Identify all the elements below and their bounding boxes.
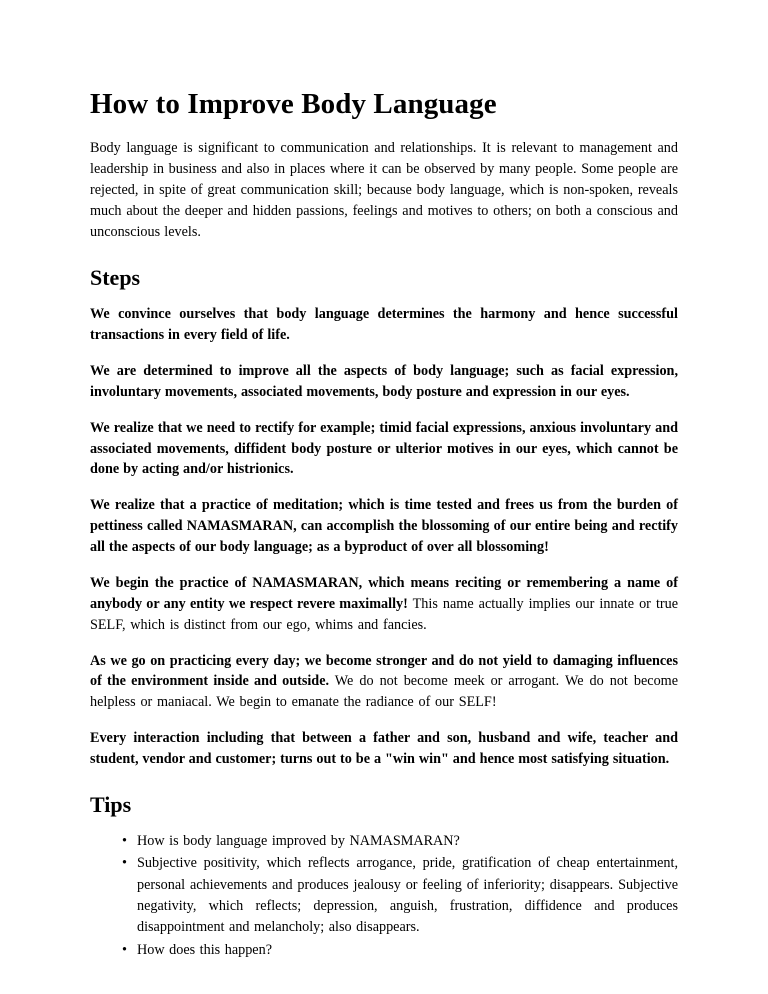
step-paragraph-3: [90, 418, 678, 481]
step-paragraph-6-bold: As we go on practicing every day; we become stronger and do not yield to damaging influences of the environment inside and outside.: [90, 652, 678, 690]
step-paragraph-3-bold: We realize that we need to rectify for example; timid facial expressions, anxious involuntary and associated movements, diffident body posture or ulterior motives in our eyes, which cannot be done by acting and/or histrionics.: [90, 419, 678, 478]
step-paragraph-1-bold: We convince ourselves that body language determines the harmony and hence successful transactions in every field of life.: [90, 306, 678, 344]
bullet-icon: •: [122, 855, 127, 872]
step-paragraph-5-normal: This name actually implies our innate or true SELF, which is distinct from our ego, whims and fancies.: [90, 595, 678, 633]
document-body: [90, 88, 678, 961]
step-paragraph-6: [90, 651, 678, 714]
section-heading-tips: Tips: [90, 791, 132, 817]
tips-list: [90, 831, 678, 961]
bullet-icon: •: [122, 941, 127, 958]
list-item: [90, 940, 678, 961]
step-paragraph-2: [90, 361, 678, 403]
list-item-label: How does this happen?: [137, 941, 272, 958]
intro-paragraph: Body language is significant to communication and relationships. It is relevant to management and leadership in business and also in places where it can be observed by many people. Some people are rejected, in spite of great communication skill; because body language, which is non-spoken, reveals much about the deeper and hidden passions, feelings and motives to others; on both a conscious and unconscious levels.: [90, 140, 678, 240]
step-paragraph-2-bold: We are determined to improve all the aspects of body language; such as facial expression, involuntary movements, associated movements, body posture and expression in our eyes.: [90, 362, 678, 400]
step-paragraph-7-bold: Every interaction including that between a father and son, husband and wife, teacher and student, vendor and customer; turns out to be a "win win" and hence most satisfying situation.: [90, 730, 678, 768]
list-item-label: How is body language improved by NAMASMARAN?: [137, 833, 460, 850]
list-item: [90, 831, 678, 852]
step-paragraph-4: [90, 495, 678, 558]
page-title: How to Improve Body Language: [90, 88, 497, 120]
step-paragraph-7: [90, 728, 678, 770]
step-paragraph-1: [90, 304, 678, 346]
list-item-label: Subjective positivity, which reflects arrogance, pride, gratification of cheap entertainment, personal achievements and produces jealousy or feeling of inferiority; disappears. Subjective negativity, which reflects; depression, anguish, frustration, diffidence and produces disappointment and melancholy; also disappears.: [137, 855, 678, 936]
step-paragraph-5: [90, 573, 678, 636]
section-heading-steps: Steps: [90, 264, 141, 290]
step-paragraph-6-normal: We do not become meek or arrogant. We do not become helpless or maniacal. We begin to emanate the radiance of our SELF!: [90, 673, 678, 711]
step-paragraph-5-bold: We begin the practice of NAMASMARAN, which means reciting or remembering a name of anybody or any entity we respect revere maximally!: [90, 574, 678, 612]
bullet-icon: •: [122, 833, 127, 850]
step-paragraph-4-bold: We realize that a practice of meditation; which is time tested and frees us from the burden of pettiness called NAMASMARAN, can accomplish the blossoming of our entire being and rectify all the aspects of our body language; as a byproduct of over all blossoming!: [90, 497, 678, 556]
list-item: [90, 853, 678, 938]
